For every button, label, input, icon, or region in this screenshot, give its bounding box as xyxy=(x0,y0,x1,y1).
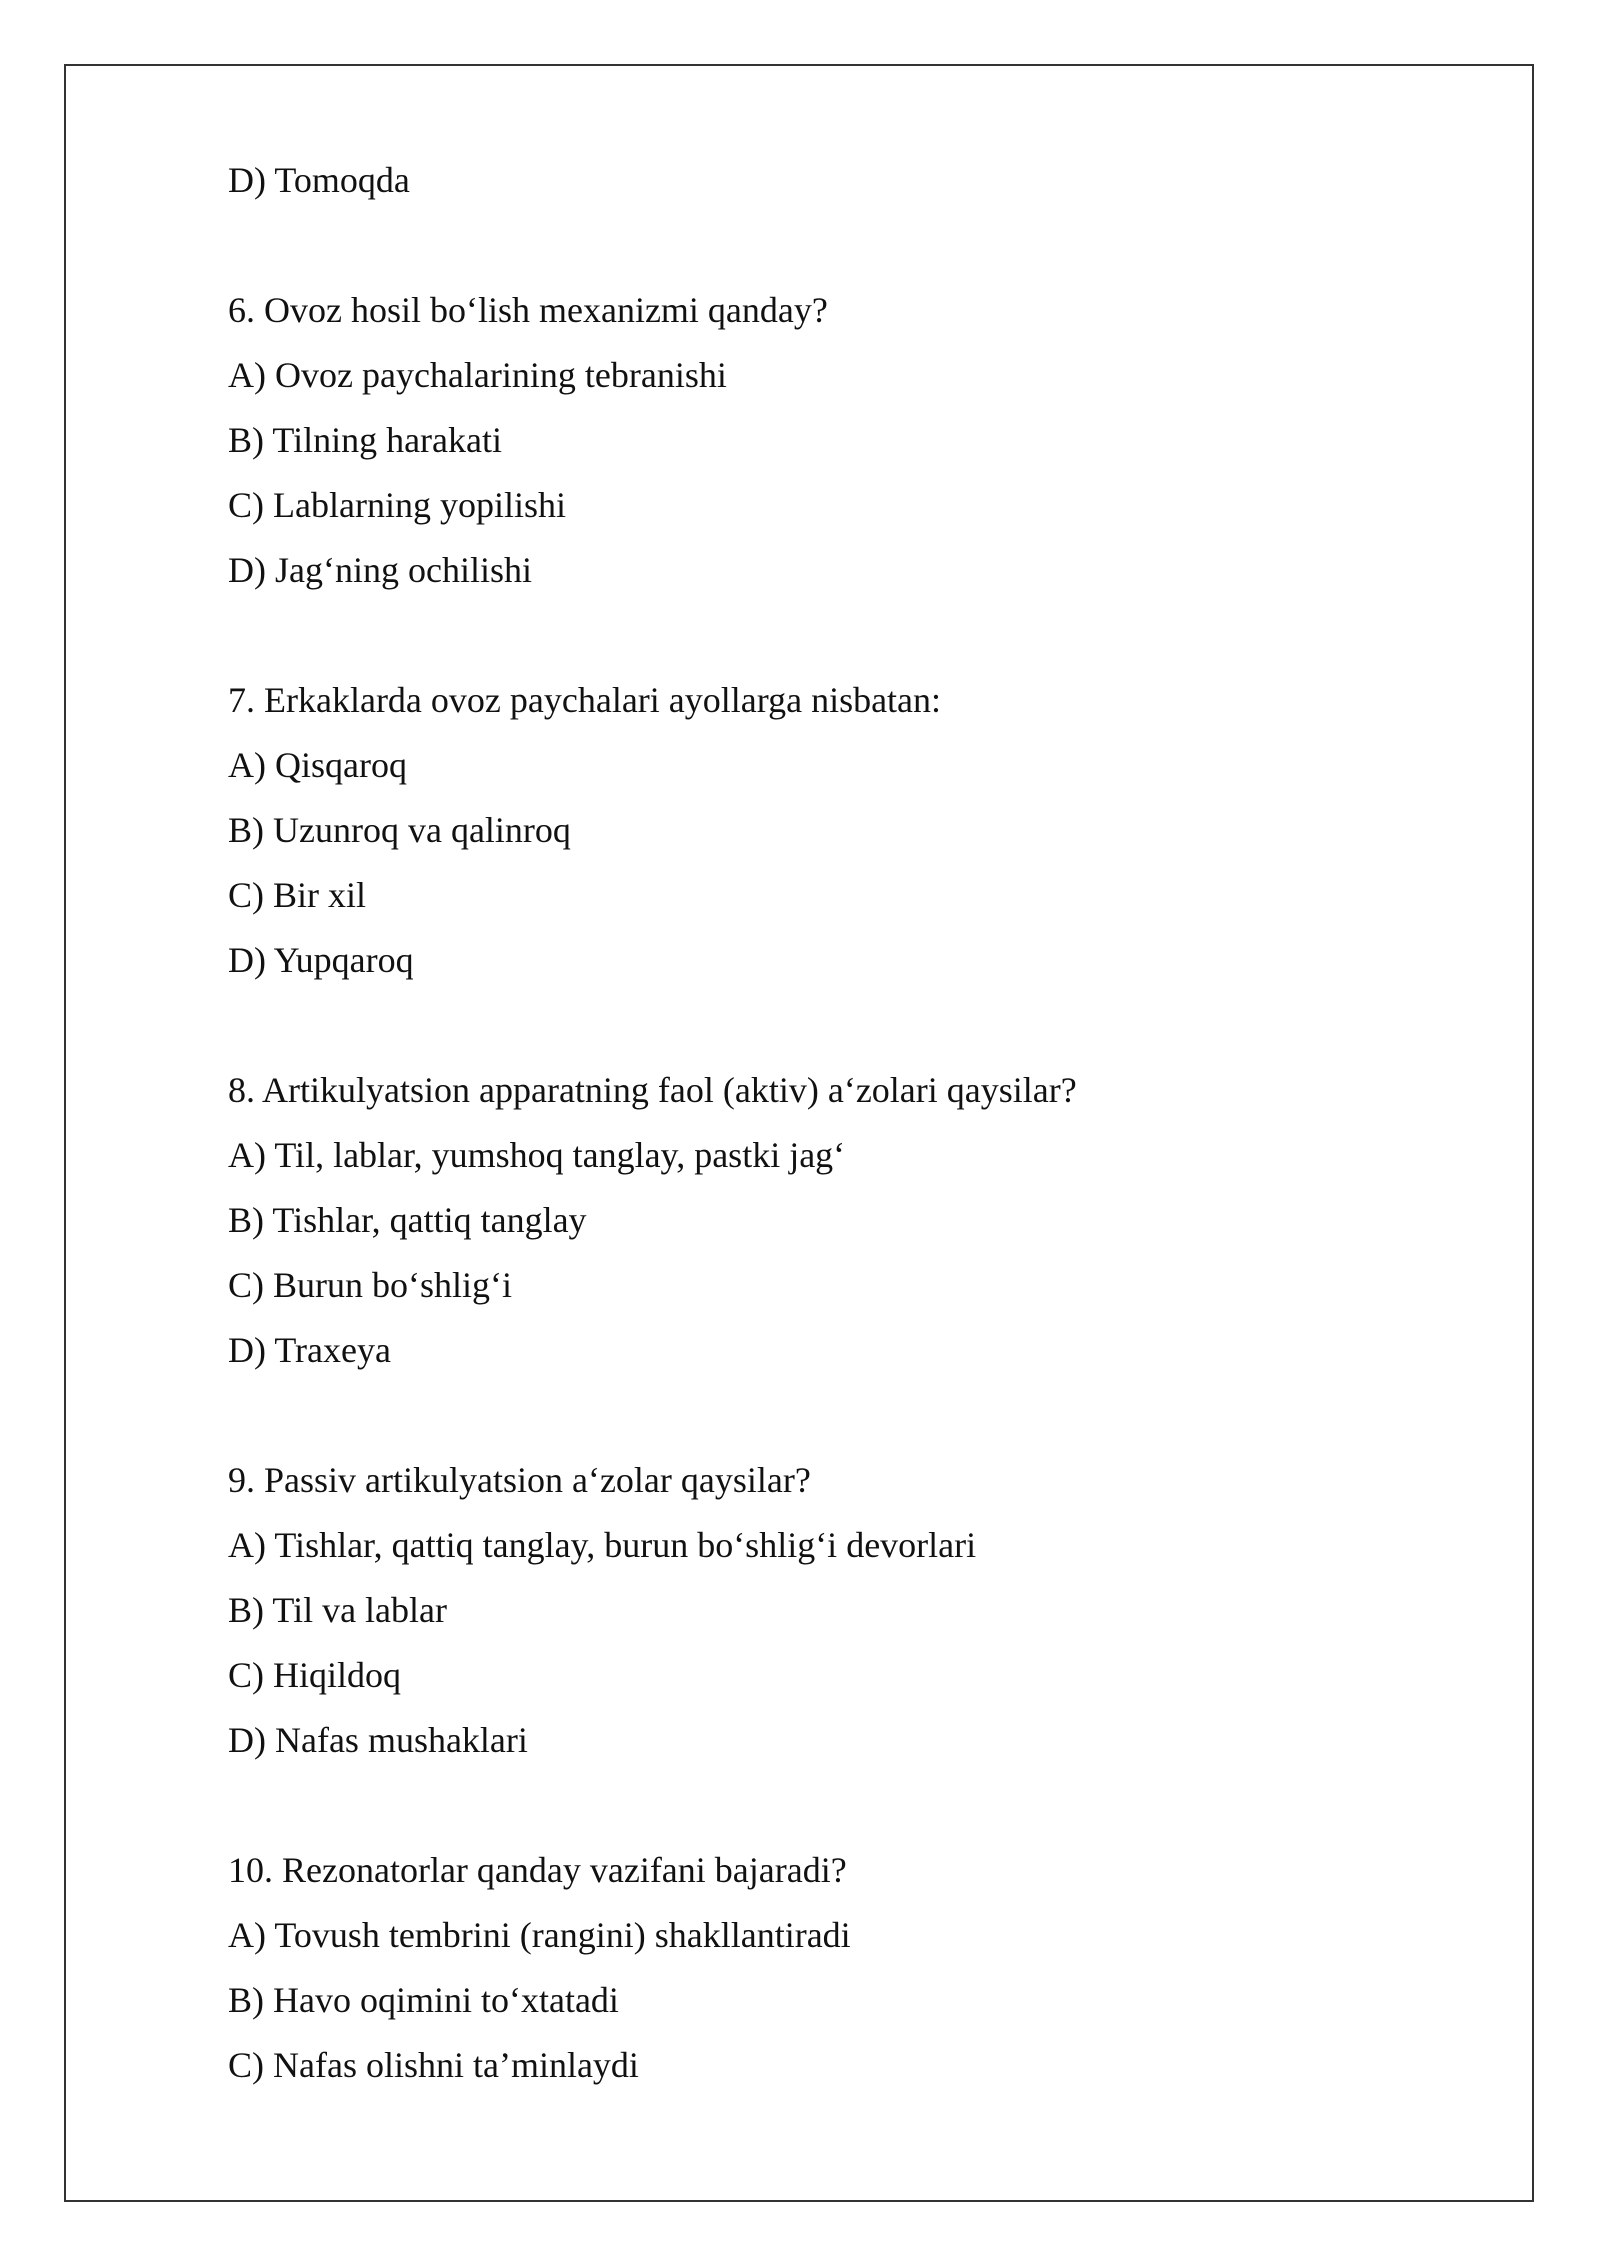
answer-option: A) Tovush tembrini (rangini) shakllantiradi xyxy=(228,1915,851,1955)
answer-option: B) Uzunroq va qalinroq xyxy=(228,810,571,850)
question-block-6 xyxy=(228,278,1460,603)
answer-option: C) Hiqildoq xyxy=(228,1655,402,1695)
document-content xyxy=(228,148,1460,2098)
question-block-10 xyxy=(228,1838,1460,2098)
question-text: 7. Erkaklarda ovoz paychalari ayollarga nisbatan: xyxy=(228,680,942,720)
answer-option: D) Tomoqda xyxy=(228,160,410,200)
answer-option: C) Bir xil xyxy=(228,875,367,915)
answer-option: D) Yupqaroq xyxy=(228,940,414,980)
answer-option: A) Tishlar, qattiq tanglay, burun bo‘shlig‘i devorlari xyxy=(228,1525,977,1565)
answer-option: C) Nafas olishni ta’minlaydi xyxy=(228,2045,639,2085)
answer-option: D) Jag‘ning ochilishi xyxy=(228,550,532,590)
question-text: 6. Ovoz hosil bo‘lish mexanizmi qanday? xyxy=(228,290,828,330)
question-block-8 xyxy=(228,1058,1460,1383)
answer-option: D) Nafas mushaklari xyxy=(228,1720,528,1760)
question-block-9 xyxy=(228,1448,1460,1773)
answer-option: B) Tilning harakati xyxy=(228,420,503,460)
answer-option: B) Til va lablar xyxy=(228,1590,448,1630)
answer-option: C) Lablarning yopilishi xyxy=(228,485,566,525)
answer-option: B) Havo oqimini to‘xtatadi xyxy=(228,1980,619,2020)
question-text: 10. Rezonatorlar qanday vazifani bajaradi? xyxy=(228,1850,847,1890)
question-block-7 xyxy=(228,668,1460,993)
answer-option: D) Traxeya xyxy=(228,1330,391,1370)
answer-option: B) Tishlar, qattiq tanglay xyxy=(228,1200,587,1240)
question-text: 8. Artikulyatsion apparatning faol (aktiv) a‘zolari qaysilar? xyxy=(228,1070,1077,1110)
answer-option: A) Ovoz paychalarining tebranishi xyxy=(228,355,727,395)
answer-option: A) Qisqaroq xyxy=(228,745,407,785)
answer-option: A) Til, lablar, yumshoq tanglay, pastki jag‘ xyxy=(228,1135,846,1175)
question-text: 9. Passiv artikulyatsion a‘zolar qaysilar? xyxy=(228,1460,811,1500)
answer-option: C) Burun bo‘shlig‘i xyxy=(228,1265,512,1305)
